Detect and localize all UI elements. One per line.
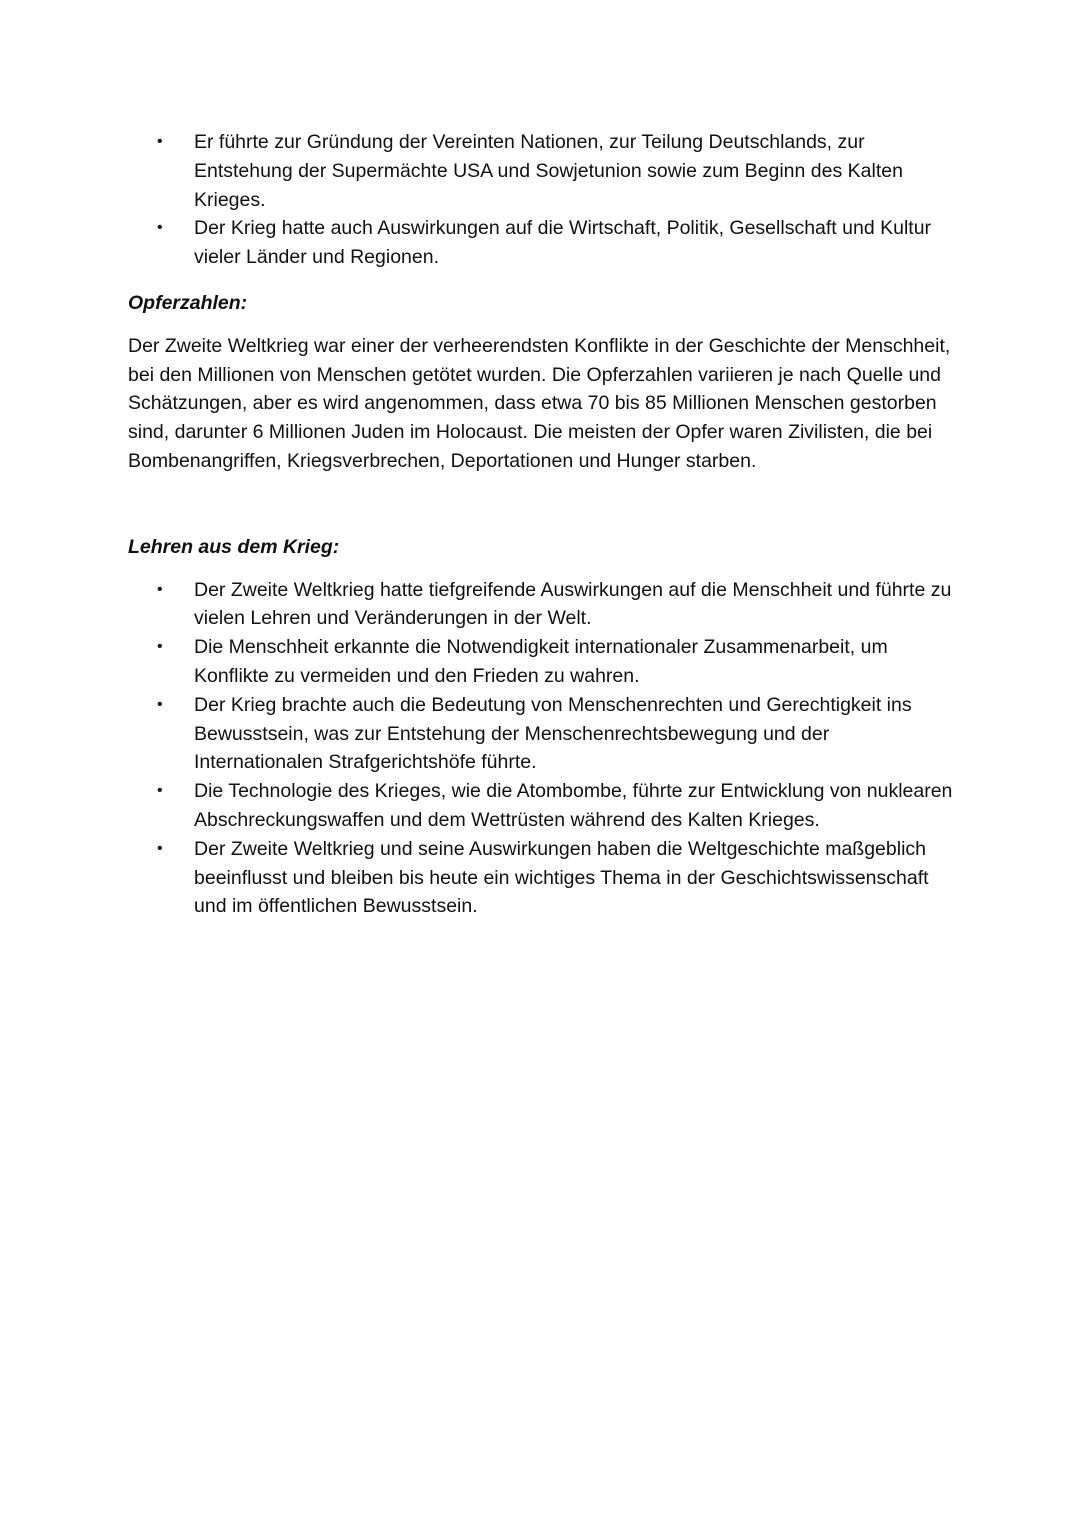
bullet-icon: • xyxy=(157,638,163,656)
list-item xyxy=(128,835,958,921)
paragraph-opferzahlen: Der Zweite Weltkrieg war einer der verheerendsten Konflikte in der Geschichte der Menschheit, bei den Millionen von Menschen getötet wurden. Die Opferzahlen variieren je nach Quelle und Schätzungen, aber es wird angenommen, dass etwa 70 bis 85 Millionen Menschen gestorben sind, darunter 6 Millionen Juden im Holocaust. Die meisten der Opfer waren Zivilisten, die bei Bombenangriffen, Kriegsverbrechen, Deportationen und Hunger starben. xyxy=(128,334,951,472)
list-item xyxy=(128,576,958,634)
list-item xyxy=(128,777,958,835)
document-page xyxy=(128,128,958,921)
list-item-text: Er führte zur Gründung der Vereinten Nationen, zur Teilung Deutschlands, zur Entstehung der Supermächte USA und Sowjetunion sowie zum Beginn des Kalten Krieges. xyxy=(194,131,903,211)
bullet-icon: • xyxy=(157,782,163,800)
section-heading-lehren: Lehren aus dem Krieg: xyxy=(128,535,340,558)
bullet-icon: • xyxy=(157,580,163,598)
list-item-text: Der Zweite Weltkrieg hatte tiefgreifende Auswirkungen auf die Menschheit und führte zu vielen Lehren und Veränderungen in der Welt. xyxy=(194,578,952,630)
list-item xyxy=(128,214,958,272)
list-item-text: Die Technologie des Krieges, wie die Atombombe, führte zur Entwicklung von nuklearen Abschreckungswaffen und dem Wettrüsten während des Kalten Krieges. xyxy=(194,780,953,831)
list-item xyxy=(128,128,958,214)
bullet-icon: • xyxy=(157,219,163,237)
bullet-icon: • xyxy=(157,839,163,857)
bullet-icon: • xyxy=(157,133,163,150)
list-item-text: Der Krieg hatte auch Auswirkungen auf die Wirtschaft, Politik, Gesellschaft und Kultur vieler Länder und Regionen. xyxy=(194,217,932,269)
intro-bullet-list xyxy=(128,128,958,272)
list-item-text: Der Krieg brachte auch die Bedeutung von Menschenrechten und Gerechtigkeit ins Bewusstsein, was zur Entstehung der Menschenrechtsbewegung und der Internationalen Strafgerichtshöfe führte. xyxy=(194,693,912,774)
list-item-text: Die Menschheit erkannte die Notwendigkeit internationaler Zusammenarbeit, um Konflikte zu vermeiden und den Frieden zu wahren. xyxy=(194,636,888,687)
bullet-icon: • xyxy=(157,695,163,713)
list-item xyxy=(128,691,958,777)
section-heading-opferzahlen: Opferzahlen: xyxy=(128,291,248,314)
list-item xyxy=(128,633,958,691)
lehren-bullet-list xyxy=(128,576,958,922)
list-item-text: Der Zweite Weltkrieg und seine Auswirkungen haben die Weltgeschichte maßgeblich beeinflusst und bleiben bis heute ein wichtiges Thema in der Geschichtswissenschaft und im öffentlichen Bewusstsein. xyxy=(194,837,929,918)
